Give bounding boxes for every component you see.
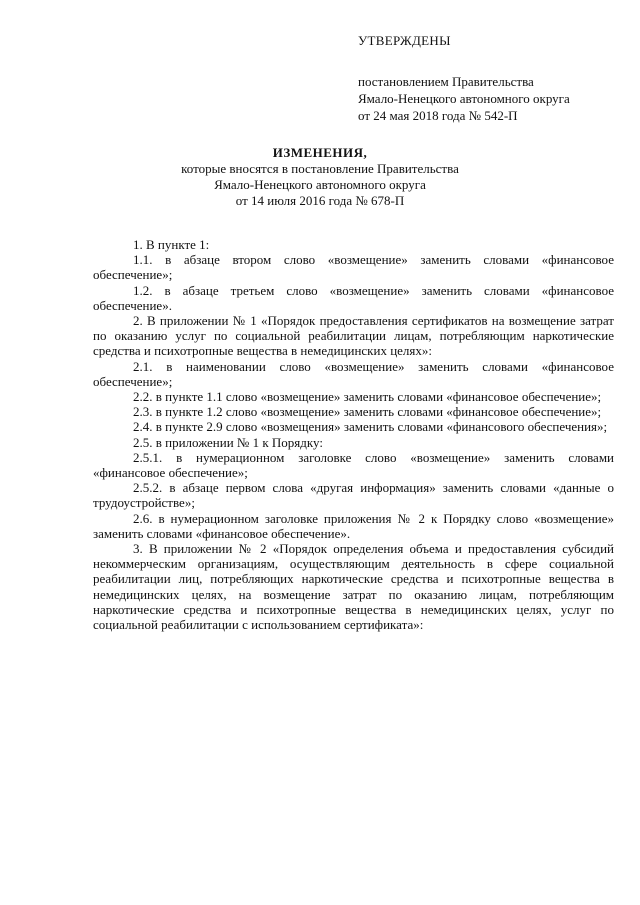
body-paragraph: 2.2. в пункте 1.1 слово «возмещение» заменить словами «финансовое обеспечение»;	[133, 389, 602, 405]
body-paragraph: 2.4. в пункте 2.9 слово «возмещения» заменить словами «финансового обеспечения»;	[133, 419, 608, 435]
body-paragraph: 1. В пункте 1:	[133, 237, 210, 252]
body-paragraph: 1.2. в абзаце третьем слово «возмещение» заменить словами «финансовое обеспечение».	[93, 282, 614, 313]
document-subtitle-line: от 14 июля 2016 года № 678-П	[235, 193, 405, 208]
body-paragraph: 1.1. в абзаце втором слово «возмещение» заменить словами «финансовое обеспечение»;	[93, 252, 614, 283]
document-subtitle-line: Ямало-Ненецкого автономного округа	[214, 177, 426, 192]
approval-line: от 24 мая 2018 года № 542-П	[358, 108, 518, 123]
document-title-block	[0, 145, 640, 209]
approved-heading: УТВЕРЖДЕНЫ	[358, 33, 451, 48]
body-paragraph: 2.5. в приложении № 1 к Порядку:	[133, 434, 323, 450]
document-title: ИЗМЕНЕНИЯ,	[272, 145, 368, 160]
body-paragraph: 2.3. в пункте 1.2 слово «возмещение» заменить словами «финансовое обеспечение»;	[133, 404, 602, 420]
body-paragraph: 2.5.2. в абзаце первом слова «другая информация» заменить словами «данные о трудоустройстве»;	[93, 480, 614, 511]
body-paragraph: 2.1. в наименовании слово «возмещение» заменить словами «финансовое обеспечение»;	[93, 358, 614, 389]
body-paragraph: 2.6. в нумерационном заголовке приложения № 2 к Порядку слово «возмещение» заменить словами «финансовое обеспечение».	[93, 510, 614, 541]
body-paragraph: 2. В приложении № 1 «Порядок предоставления сертификатов на возмещение затрат по оказанию услуг по социальной реабилитации лицам, потребляющим наркотические средства и психотропные вещества в немедицинских целях»:	[93, 313, 614, 359]
approval-line: постановлением Правительства	[358, 74, 534, 89]
document-body	[93, 237, 614, 632]
body-paragraph: 2.5.1. в нумерационном заголовке слово «возмещение» заменить словами «финансовое обеспечение»;	[93, 449, 614, 481]
body-paragraph: 3. В приложении № 2 «Порядок определения объема и предоставления субсидий некоммерческим организациям, осуществляющим деятельность в сфере социальной реабилитации лиц, потребляющих наркотические средства и психотропные вещества в немедицинских целях, на возмещение затрат по оказанию лицам, потребляющим наркотические средства и психотропные вещества в немедицинских целях, услуг по социальной реабилитации с использованием сертификата»:	[93, 541, 614, 633]
document-subtitle-line: которые вносятся в постановление Правительства	[181, 161, 459, 176]
approval-line: Ямало-Ненецкого автономного округа	[358, 91, 570, 106]
approval-stamp	[358, 32, 618, 124]
